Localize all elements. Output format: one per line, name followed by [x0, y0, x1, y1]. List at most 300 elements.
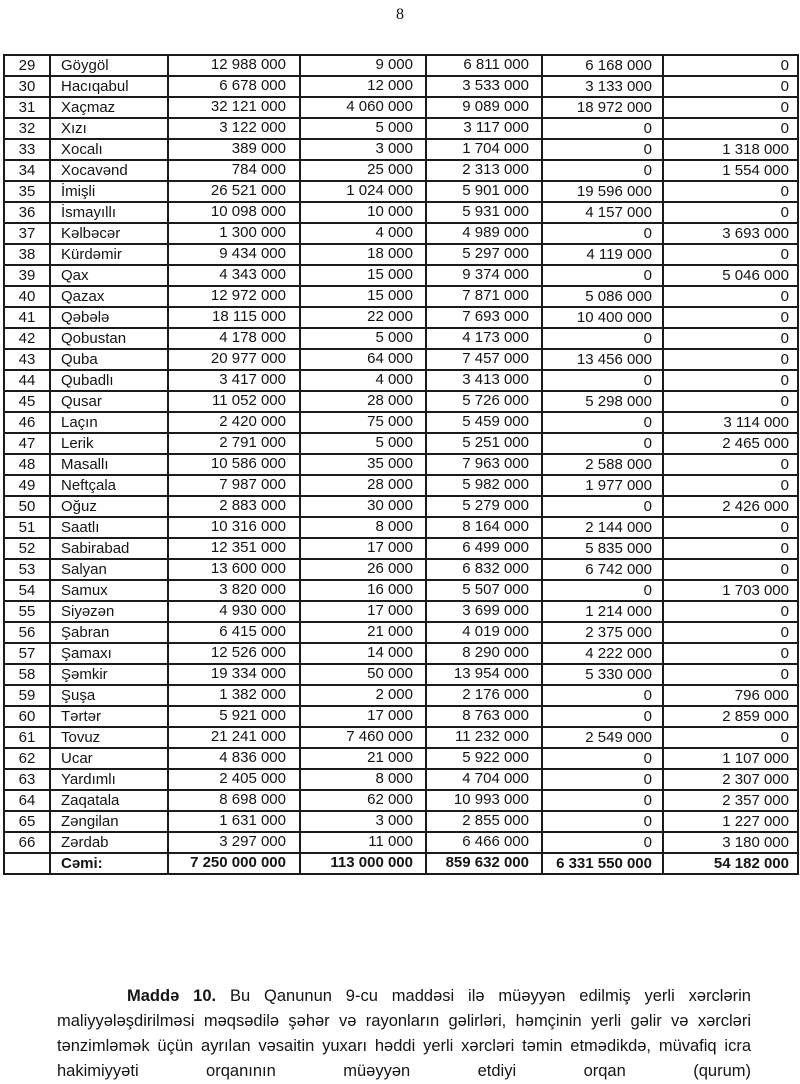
value-cell: 11 052 000 [168, 391, 300, 412]
value-cell: 10 400 000 [542, 307, 663, 328]
value-cell: 0 [542, 160, 663, 181]
district-name-cell: Göygöl [50, 55, 168, 76]
value-cell: 0 [542, 139, 663, 160]
value-cell: 1 977 000 [542, 475, 663, 496]
district-row [4, 349, 798, 370]
value-cell: 26 521 000 [168, 181, 300, 202]
value-cell: 7 987 000 [168, 475, 300, 496]
district-name-cell: Zaqatala [50, 790, 168, 811]
district-row [4, 685, 798, 706]
district-name-cell: Oğuz [50, 496, 168, 517]
row-number-cell: 62 [4, 748, 50, 769]
district-name-cell: Qazax [50, 286, 168, 307]
district-row [4, 496, 798, 517]
total-label-cell: Cəmi: [50, 853, 168, 874]
value-cell: 7 871 000 [426, 286, 542, 307]
value-cell: 28 000 [300, 475, 426, 496]
district-row [4, 706, 798, 727]
value-cell: 10 316 000 [168, 517, 300, 538]
row-number-cell: 29 [4, 55, 50, 76]
district-name-cell: Zəngilan [50, 811, 168, 832]
value-cell: 7 457 000 [426, 349, 542, 370]
district-name-cell: Neftçala [50, 475, 168, 496]
value-cell: 0 [542, 685, 663, 706]
value-cell: 30 000 [300, 496, 426, 517]
value-cell: 8 164 000 [426, 517, 542, 538]
value-cell: 13 456 000 [542, 349, 663, 370]
value-cell: 0 [663, 349, 798, 370]
row-number-cell: 42 [4, 328, 50, 349]
district-row [4, 769, 798, 790]
value-cell: 4 178 000 [168, 328, 300, 349]
value-cell: 3 000 [300, 139, 426, 160]
value-cell: 9 000 [300, 55, 426, 76]
value-cell: 0 [542, 496, 663, 517]
row-number-cell: 64 [4, 790, 50, 811]
district-row [4, 139, 798, 160]
value-cell: 11 232 000 [426, 727, 542, 748]
value-cell: 4 704 000 [426, 769, 542, 790]
budget-table-body [4, 55, 798, 874]
value-cell: 5 922 000 [426, 748, 542, 769]
row-number-cell: 47 [4, 433, 50, 454]
value-cell: 12 988 000 [168, 55, 300, 76]
value-cell: 3 297 000 [168, 832, 300, 853]
value-cell: 0 [542, 748, 663, 769]
value-cell: 5 835 000 [542, 538, 663, 559]
district-name-cell: Zərdab [50, 832, 168, 853]
value-cell: 0 [663, 622, 798, 643]
district-name-cell: Lerik [50, 433, 168, 454]
value-cell: 0 [663, 307, 798, 328]
value-cell: 6 832 000 [426, 559, 542, 580]
value-cell: 0 [663, 328, 798, 349]
district-row [4, 559, 798, 580]
value-cell: 15 000 [300, 286, 426, 307]
value-cell: 2 405 000 [168, 769, 300, 790]
value-cell: 6 415 000 [168, 622, 300, 643]
district-row [4, 76, 798, 97]
value-cell: 8 000 [300, 517, 426, 538]
value-cell: 8 290 000 [426, 643, 542, 664]
district-row [4, 832, 798, 853]
value-cell: 4 930 000 [168, 601, 300, 622]
value-cell: 4 000 [300, 370, 426, 391]
value-cell: 3 180 000 [663, 832, 798, 853]
district-name-cell: Qusar [50, 391, 168, 412]
value-cell: 0 [663, 475, 798, 496]
value-cell: 0 [542, 832, 663, 853]
row-number-cell: 53 [4, 559, 50, 580]
value-cell: 0 [663, 454, 798, 475]
value-cell: 5 298 000 [542, 391, 663, 412]
value-cell: 4 173 000 [426, 328, 542, 349]
value-cell: 4 019 000 [426, 622, 542, 643]
total-row [4, 853, 798, 874]
value-cell: 10 586 000 [168, 454, 300, 475]
value-cell: 3 122 000 [168, 118, 300, 139]
value-cell: 2 307 000 [663, 769, 798, 790]
district-row [4, 265, 798, 286]
district-row [4, 97, 798, 118]
district-name-cell: Qəbələ [50, 307, 168, 328]
district-name-cell: Şəmkir [50, 664, 168, 685]
value-cell: 75 000 [300, 412, 426, 433]
value-cell: 50 000 [300, 664, 426, 685]
district-name-cell: Qobustan [50, 328, 168, 349]
row-number-cell: 38 [4, 244, 50, 265]
value-cell: 4 989 000 [426, 223, 542, 244]
value-cell: 10 000 [300, 202, 426, 223]
value-cell: 2 375 000 [542, 622, 663, 643]
value-cell: 5 459 000 [426, 412, 542, 433]
value-cell: 1 703 000 [663, 580, 798, 601]
value-cell: 5 279 000 [426, 496, 542, 517]
district-name-cell: Saatlı [50, 517, 168, 538]
value-cell: 64 000 [300, 349, 426, 370]
value-cell: 1 107 000 [663, 748, 798, 769]
district-row [4, 307, 798, 328]
district-name-cell: Salyan [50, 559, 168, 580]
row-number-cell: 32 [4, 118, 50, 139]
value-cell: 2 313 000 [426, 160, 542, 181]
value-cell: 5 921 000 [168, 706, 300, 727]
value-cell: 0 [542, 433, 663, 454]
row-number-cell: 57 [4, 643, 50, 664]
district-row [4, 622, 798, 643]
value-cell: 10 098 000 [168, 202, 300, 223]
article-number-label: Maddə 10. [127, 987, 217, 1005]
district-row [4, 202, 798, 223]
row-number-cell: 52 [4, 538, 50, 559]
district-name-cell: Tərtər [50, 706, 168, 727]
value-cell: 0 [663, 118, 798, 139]
district-name-cell: Şamaxı [50, 643, 168, 664]
value-cell: 0 [663, 286, 798, 307]
district-row [4, 223, 798, 244]
district-name-cell: Hacıqabul [50, 76, 168, 97]
value-cell: 0 [663, 202, 798, 223]
district-row [4, 244, 798, 265]
value-cell: 0 [542, 223, 663, 244]
value-cell: 2 588 000 [542, 454, 663, 475]
value-cell: 6 678 000 [168, 76, 300, 97]
value-cell: 5 000 [300, 433, 426, 454]
value-cell: 4 836 000 [168, 748, 300, 769]
value-cell: 1 382 000 [168, 685, 300, 706]
value-cell: 2 176 000 [426, 685, 542, 706]
row-number-cell: 40 [4, 286, 50, 307]
value-cell: 0 [542, 265, 663, 286]
value-cell: 5 901 000 [426, 181, 542, 202]
value-cell: 20 977 000 [168, 349, 300, 370]
value-cell: 0 [542, 580, 663, 601]
value-cell: 8 698 000 [168, 790, 300, 811]
district-row [4, 286, 798, 307]
district-name-cell: Xocavənd [50, 160, 168, 181]
value-cell: 0 [542, 412, 663, 433]
value-cell: 0 [663, 643, 798, 664]
value-cell: 2 144 000 [542, 517, 663, 538]
value-cell: 0 [663, 370, 798, 391]
row-number-cell: 65 [4, 811, 50, 832]
value-cell: 5 086 000 [542, 286, 663, 307]
district-row [4, 748, 798, 769]
value-cell: 2 465 000 [663, 433, 798, 454]
total-value-cell: 859 632 000 [426, 853, 542, 874]
district-row [4, 643, 798, 664]
value-cell: 22 000 [300, 307, 426, 328]
value-cell: 5 046 000 [663, 265, 798, 286]
value-cell: 0 [542, 706, 663, 727]
district-name-cell: İsmayıllı [50, 202, 168, 223]
district-name-cell: Xızı [50, 118, 168, 139]
row-number-cell: 31 [4, 97, 50, 118]
article-body-text: Bu Qanunun 9-cu maddəsi ilə müəyyən edilmiş yerli xərclərin maliyyələşdirilməsi məqsədilə şəhər və rayonların gəlirləri, həmçinin yerli gəlir və xərcləri tənzimləmək üçün ayrılan vəsaitin yuxarı həddi yerli xərcləri təmin etmədikdə, müvafiq icra hakimiyyəti orqanının müəyyən etdiyi orqan (qurum) [57, 987, 751, 1080]
district-row [4, 790, 798, 811]
value-cell: 1 300 000 [168, 223, 300, 244]
value-cell: 0 [663, 391, 798, 412]
budget-table [3, 54, 799, 875]
value-cell: 3 693 000 [663, 223, 798, 244]
value-cell: 0 [542, 118, 663, 139]
row-number-cell: 44 [4, 370, 50, 391]
value-cell: 7 963 000 [426, 454, 542, 475]
district-row [4, 181, 798, 202]
value-cell: 5 000 [300, 118, 426, 139]
value-cell: 35 000 [300, 454, 426, 475]
value-cell: 4 060 000 [300, 97, 426, 118]
district-name-cell: Xocalı [50, 139, 168, 160]
district-name-cell: Siyəzən [50, 601, 168, 622]
value-cell: 3 114 000 [663, 412, 798, 433]
value-cell: 19 596 000 [542, 181, 663, 202]
value-cell: 1 318 000 [663, 139, 798, 160]
value-cell: 13 600 000 [168, 559, 300, 580]
value-cell: 3 820 000 [168, 580, 300, 601]
district-name-cell: İmişli [50, 181, 168, 202]
value-cell: 3 699 000 [426, 601, 542, 622]
row-number-cell: 41 [4, 307, 50, 328]
value-cell: 0 [663, 181, 798, 202]
row-number-cell: 54 [4, 580, 50, 601]
value-cell: 15 000 [300, 265, 426, 286]
total-value-cell: 6 331 550 000 [542, 853, 663, 874]
value-cell: 28 000 [300, 391, 426, 412]
value-cell: 5 982 000 [426, 475, 542, 496]
value-cell: 389 000 [168, 139, 300, 160]
district-row [4, 580, 798, 601]
value-cell: 2 000 [300, 685, 426, 706]
value-cell: 7 460 000 [300, 727, 426, 748]
value-cell: 6 811 000 [426, 55, 542, 76]
value-cell: 7 693 000 [426, 307, 542, 328]
value-cell: 12 526 000 [168, 643, 300, 664]
value-cell: 5 507 000 [426, 580, 542, 601]
district-row [4, 55, 798, 76]
value-cell: 25 000 [300, 160, 426, 181]
district-row [4, 412, 798, 433]
value-cell: 32 121 000 [168, 97, 300, 118]
value-cell: 1 024 000 [300, 181, 426, 202]
value-cell: 5 297 000 [426, 244, 542, 265]
row-number-cell: 33 [4, 139, 50, 160]
value-cell: 0 [663, 601, 798, 622]
district-name-cell: Tovuz [50, 727, 168, 748]
row-number-cell: 34 [4, 160, 50, 181]
row-number-cell: 66 [4, 832, 50, 853]
value-cell: 9 374 000 [426, 265, 542, 286]
value-cell: 5 000 [300, 328, 426, 349]
district-row [4, 454, 798, 475]
value-cell: 3 117 000 [426, 118, 542, 139]
value-cell: 3 413 000 [426, 370, 542, 391]
value-cell: 784 000 [168, 160, 300, 181]
value-cell: 2 549 000 [542, 727, 663, 748]
total-value-cell: 54 182 000 [663, 853, 798, 874]
district-name-cell: Kürdəmir [50, 244, 168, 265]
value-cell: 17 000 [300, 706, 426, 727]
row-number-cell: 45 [4, 391, 50, 412]
value-cell: 14 000 [300, 643, 426, 664]
value-cell: 4 119 000 [542, 244, 663, 265]
value-cell: 0 [663, 244, 798, 265]
value-cell: 0 [542, 328, 663, 349]
district-row [4, 517, 798, 538]
row-number-cell: 51 [4, 517, 50, 538]
value-cell: 3 133 000 [542, 76, 663, 97]
district-row [4, 370, 798, 391]
district-row [4, 727, 798, 748]
value-cell: 21 241 000 [168, 727, 300, 748]
value-cell: 6 466 000 [426, 832, 542, 853]
value-cell: 2 859 000 [663, 706, 798, 727]
district-row [4, 538, 798, 559]
district-name-cell: Xaçmaz [50, 97, 168, 118]
value-cell: 3 533 000 [426, 76, 542, 97]
value-cell: 18 972 000 [542, 97, 663, 118]
row-number-cell: 30 [4, 76, 50, 97]
value-cell: 4 000 [300, 223, 426, 244]
value-cell: 21 000 [300, 748, 426, 769]
value-cell: 2 357 000 [663, 790, 798, 811]
row-number-cell: 48 [4, 454, 50, 475]
value-cell: 5 931 000 [426, 202, 542, 223]
empty-cell [4, 853, 50, 874]
district-name-cell: Sabirabad [50, 538, 168, 559]
value-cell: 3 000 [300, 811, 426, 832]
value-cell: 12 000 [300, 76, 426, 97]
value-cell: 9 089 000 [426, 97, 542, 118]
value-cell: 2 791 000 [168, 433, 300, 454]
value-cell: 9 434 000 [168, 244, 300, 265]
value-cell: 5 726 000 [426, 391, 542, 412]
value-cell: 8 000 [300, 769, 426, 790]
value-cell: 0 [663, 727, 798, 748]
value-cell: 8 763 000 [426, 706, 542, 727]
value-cell: 0 [542, 769, 663, 790]
value-cell: 0 [663, 517, 798, 538]
district-row [4, 391, 798, 412]
value-cell: 4 222 000 [542, 643, 663, 664]
district-name-cell: Quba [50, 349, 168, 370]
row-number-cell: 49 [4, 475, 50, 496]
district-name-cell: Qubadlı [50, 370, 168, 391]
value-cell: 4 157 000 [542, 202, 663, 223]
value-cell: 0 [663, 538, 798, 559]
value-cell: 1 214 000 [542, 601, 663, 622]
value-cell: 17 000 [300, 538, 426, 559]
value-cell: 1 227 000 [663, 811, 798, 832]
value-cell: 0 [542, 811, 663, 832]
row-number-cell: 58 [4, 664, 50, 685]
district-name-cell: Kəlbəcər [50, 223, 168, 244]
maddo-10-paragraph [57, 984, 751, 1084]
district-name-cell: Yardımlı [50, 769, 168, 790]
page-number: 8 [396, 6, 404, 23]
value-cell: 26 000 [300, 559, 426, 580]
value-cell: 0 [663, 76, 798, 97]
value-cell: 17 000 [300, 601, 426, 622]
value-cell: 18 000 [300, 244, 426, 265]
value-cell: 2 420 000 [168, 412, 300, 433]
district-row [4, 433, 798, 454]
value-cell: 0 [542, 790, 663, 811]
value-cell: 21 000 [300, 622, 426, 643]
value-cell: 62 000 [300, 790, 426, 811]
value-cell: 1 554 000 [663, 160, 798, 181]
row-number-cell: 50 [4, 496, 50, 517]
district-name-cell: Qax [50, 265, 168, 286]
row-number-cell: 56 [4, 622, 50, 643]
district-name-cell: Masallı [50, 454, 168, 475]
district-name-cell: Şabran [50, 622, 168, 643]
value-cell: 796 000 [663, 685, 798, 706]
value-cell: 2 883 000 [168, 496, 300, 517]
row-number-cell: 46 [4, 412, 50, 433]
value-cell: 12 351 000 [168, 538, 300, 559]
row-number-cell: 36 [4, 202, 50, 223]
row-number-cell: 59 [4, 685, 50, 706]
row-number-cell: 60 [4, 706, 50, 727]
value-cell: 2 855 000 [426, 811, 542, 832]
value-cell: 6 168 000 [542, 55, 663, 76]
row-number-cell: 35 [4, 181, 50, 202]
value-cell: 0 [663, 55, 798, 76]
district-row [4, 811, 798, 832]
value-cell: 1 631 000 [168, 811, 300, 832]
row-number-cell: 63 [4, 769, 50, 790]
district-name-cell: Şuşa [50, 685, 168, 706]
value-cell: 5 251 000 [426, 433, 542, 454]
total-value-cell: 7 250 000 000 [168, 853, 300, 874]
row-number-cell: 55 [4, 601, 50, 622]
value-cell: 2 426 000 [663, 496, 798, 517]
value-cell: 3 417 000 [168, 370, 300, 391]
value-cell: 6 742 000 [542, 559, 663, 580]
district-row [4, 475, 798, 496]
district-name-cell: Laçın [50, 412, 168, 433]
value-cell: 18 115 000 [168, 307, 300, 328]
row-number-cell: 39 [4, 265, 50, 286]
row-number-cell: 37 [4, 223, 50, 244]
total-value-cell: 113 000 000 [300, 853, 426, 874]
row-number-cell: 61 [4, 727, 50, 748]
value-cell: 0 [663, 559, 798, 580]
value-cell: 5 330 000 [542, 664, 663, 685]
value-cell: 13 954 000 [426, 664, 542, 685]
value-cell: 4 343 000 [168, 265, 300, 286]
